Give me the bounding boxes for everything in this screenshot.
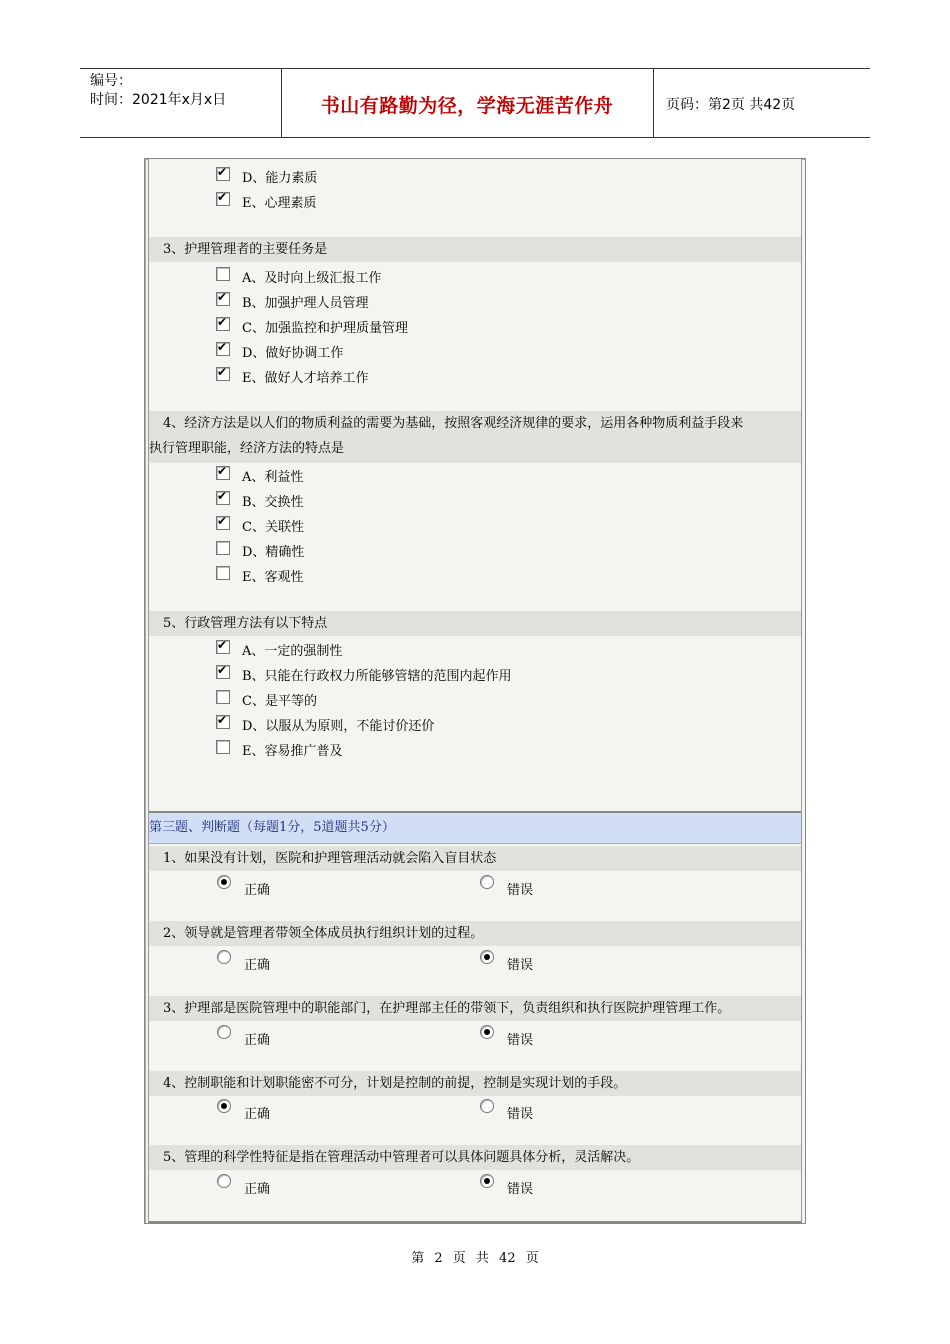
checkbox[interactable]	[216, 715, 230, 729]
radio-selected-dot	[484, 1178, 490, 1184]
page-header	[80, 68, 870, 138]
option-label: D、能力素质	[242, 171, 318, 186]
question-bar	[149, 996, 801, 1021]
question-text: 1、如果没有计划，医院和护理管理活动就会陷入盲目状态	[163, 851, 497, 866]
radio-true[interactable]	[217, 1174, 231, 1188]
radio-selected-dot	[221, 879, 227, 885]
radio-true[interactable]	[217, 950, 231, 964]
checkbox[interactable]	[216, 367, 230, 381]
radio-false[interactable]	[480, 875, 494, 889]
checkbox[interactable]	[216, 516, 230, 530]
option-label: B、只能在行政权力所能够管辖的范围内起作用	[242, 669, 512, 684]
checkbox[interactable]	[216, 665, 230, 679]
question-text-line1: 4、经济方法是以人们的物质利益的需要为基础，按照客观经济规律的要求，运用各种物质利益手段来	[163, 416, 744, 431]
check-icon: ✔	[217, 340, 228, 354]
question-text: 3、护理部是医院管理中的职能部门，在护理部主任的带领下，负责组织和执行医院护理管理工作。	[163, 1001, 731, 1016]
header-right-cell	[654, 69, 870, 137]
checkbox[interactable]	[216, 690, 230, 704]
check-icon: ✔	[217, 514, 228, 528]
true-label: 正确	[244, 1182, 271, 1197]
check-icon: ✔	[217, 638, 228, 652]
radio-false[interactable]	[480, 1099, 494, 1113]
check-icon: ✔	[217, 315, 228, 329]
check-icon: ✔	[217, 165, 228, 179]
check-icon: ✔	[217, 713, 228, 727]
question-text-line2: 执行管理职能，经济方法的特点是	[149, 441, 345, 456]
question-text: 2、领导就是管理者带领全体成员执行组织计划的过程。	[163, 926, 484, 941]
option-label: D、以服从为原则，不能讨价还价	[242, 719, 435, 734]
header-left-cell	[80, 69, 282, 137]
option-label: E、容易推广普及	[242, 744, 343, 759]
question-bar	[149, 611, 801, 636]
false-label: 错误	[507, 958, 534, 973]
checkbox[interactable]	[216, 740, 230, 754]
checkbox[interactable]	[216, 342, 230, 356]
check-icon: ✔	[217, 190, 228, 204]
radio-selected-dot	[484, 954, 490, 960]
option-label: C、是平等的	[242, 694, 317, 709]
option-label: C、关联性	[242, 520, 304, 535]
true-label: 正确	[244, 1033, 271, 1048]
option-label: B、交换性	[242, 495, 304, 510]
question-text: 5、行政管理方法有以下特点	[163, 616, 328, 631]
check-icon: ✔	[217, 290, 228, 304]
question-bar	[149, 411, 801, 463]
exam-content	[148, 159, 802, 1223]
radio-false[interactable]	[480, 950, 494, 964]
option-label: E、客观性	[242, 570, 304, 585]
checkbox[interactable]	[216, 640, 230, 654]
checkbox[interactable]	[216, 466, 230, 480]
checkbox[interactable]	[216, 317, 230, 331]
number-label: 编号：	[90, 73, 132, 89]
option-label: E、做好人才培养工作	[242, 371, 369, 386]
exam-frame	[144, 158, 806, 1224]
radio-true[interactable]	[217, 1099, 231, 1113]
false-label: 错误	[507, 883, 534, 898]
option-label: D、做好协调工作	[242, 346, 344, 361]
option-label: A、一定的强制性	[242, 644, 343, 659]
check-icon: ✔	[217, 489, 228, 503]
question-text: 4、控制职能和计划职能密不可分，计划是控制的前提，控制是实现计划的手段。	[163, 1076, 627, 1091]
question-bar	[149, 237, 801, 262]
question-bar	[149, 921, 801, 946]
question-text: 3、护理管理者的主要任务是	[163, 242, 328, 257]
time-label: 时间：2021年x月x日	[90, 92, 227, 108]
check-icon: ✔	[217, 464, 228, 478]
true-label: 正确	[244, 958, 271, 973]
checkbox[interactable]	[216, 167, 230, 181]
false-label: 错误	[507, 1107, 534, 1122]
false-label: 错误	[507, 1033, 534, 1048]
question-bar	[149, 1071, 801, 1096]
radio-true[interactable]	[217, 1025, 231, 1039]
true-label: 正确	[244, 1107, 271, 1122]
checkbox[interactable]	[216, 267, 230, 281]
checkbox[interactable]	[216, 566, 230, 580]
motto: 书山有路勤为径，学海无涯苦作舟	[320, 95, 614, 117]
radio-true[interactable]	[217, 875, 231, 889]
section-header	[149, 811, 801, 844]
check-icon: ✔	[217, 663, 228, 677]
option-label: C、加强监控和护理质量管理	[242, 321, 408, 336]
header-motto-cell	[281, 69, 654, 137]
question-bar	[149, 846, 801, 871]
false-label: 错误	[507, 1182, 534, 1197]
option-label: A、利益性	[242, 470, 304, 485]
question-text: 5、管理的科学性特征是指在管理活动中管理者可以具体问题具体分析，灵活解决。	[163, 1150, 640, 1165]
checkbox[interactable]	[216, 491, 230, 505]
section-title: 第三题、判断题（每题1分，5道题共5分）	[149, 820, 395, 835]
option-label: D、精确性	[242, 545, 305, 560]
page-info: 页码：第2页 共42页	[666, 97, 796, 113]
question-bar	[149, 1145, 801, 1170]
checkbox[interactable]	[216, 192, 230, 206]
radio-selected-dot	[484, 1029, 490, 1035]
page-footer: 第 2 页 共 42 页	[411, 1251, 539, 1266]
option-label: E、心理素质	[242, 196, 317, 211]
radio-false[interactable]	[480, 1174, 494, 1188]
checkbox[interactable]	[216, 292, 230, 306]
option-label: A、及时向上级汇报工作	[242, 271, 382, 286]
radio-false[interactable]	[480, 1025, 494, 1039]
check-icon: ✔	[217, 365, 228, 379]
radio-selected-dot	[221, 1103, 227, 1109]
checkbox[interactable]	[216, 541, 230, 555]
option-label: B、加强护理人员管理	[242, 296, 369, 311]
true-label: 正确	[244, 883, 271, 898]
